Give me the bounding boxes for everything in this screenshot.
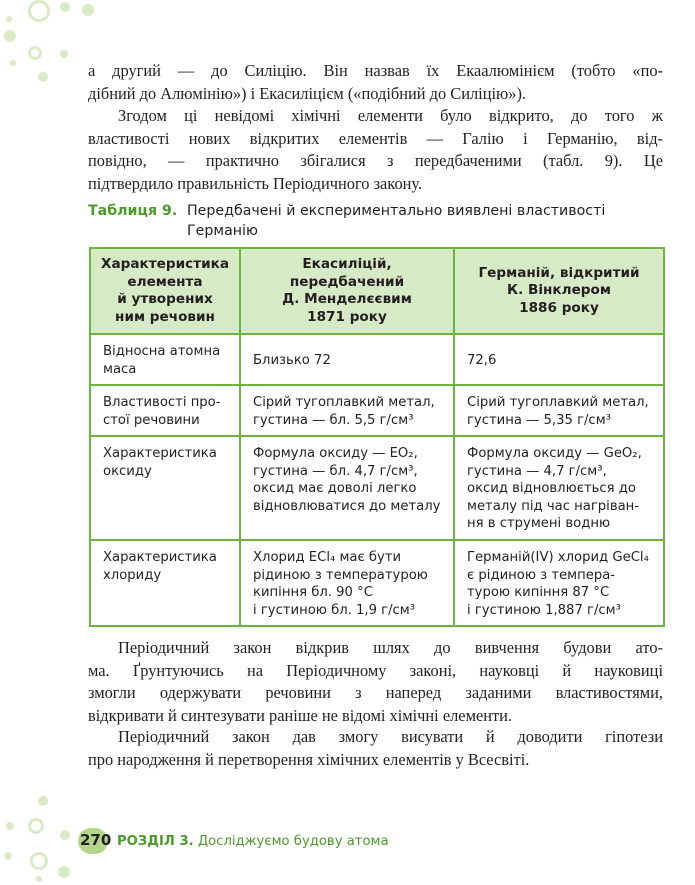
header-line: елемента	[127, 273, 203, 290]
cell-line: є рідиною з темпера-	[467, 567, 616, 583]
cell-line: рідиною з температурою	[253, 567, 428, 583]
table-cell	[240, 385, 454, 436]
table-cell	[454, 385, 664, 436]
paragraph-3	[88, 637, 663, 727]
caption-line: Передбачені й експериментально виявлені властивості	[187, 203, 606, 219]
header-cell	[454, 248, 664, 334]
decor-dot	[4, 30, 16, 42]
cell-line: 72,6	[467, 352, 497, 368]
cell-line: густина — 4,7 г/см³,	[467, 463, 607, 479]
header-line: К. Вінклером	[506, 282, 611, 299]
cell-line: Відносна атомна	[103, 344, 221, 359]
cell-line: металу під час нагріван-	[467, 498, 640, 514]
page-number: 270	[80, 831, 112, 849]
cell-line: ня в струмені водню	[467, 516, 611, 531]
decor-dot	[30, 852, 48, 870]
text-line: відкривати й синтезувати раніше не відомі хімічні елементи.	[88, 705, 513, 725]
decor-dot	[36, 876, 42, 882]
decor-dot	[60, 2, 70, 12]
decor-dot	[60, 830, 70, 840]
header-line: Характеристика	[101, 256, 229, 272]
text-line: а другий — до Силіцію. Він назвав їх Екаалюмінієм (тобто «по-	[88, 61, 663, 80]
cell-line: густина — бл. 5,5 г/см³	[253, 412, 414, 428]
table-cell	[454, 540, 664, 626]
header-line: Германій, відкритий	[478, 264, 640, 281]
cell-line: Германій(IV) хлорид GeCl₄	[467, 550, 649, 565]
decor-dot	[28, 46, 42, 60]
table-caption-label: Таблиця 9.	[88, 203, 178, 219]
header-cell	[90, 248, 240, 334]
text-line: властивості нових відкритих елементів — Галію і Германію, від-	[88, 128, 663, 148]
table-cell	[240, 334, 454, 385]
cell-line: Формула оксиду — GeO₂,	[467, 446, 642, 461]
text-line: ма. Ґрунтуючись на Періодичному законі, науковці й науковиці	[88, 660, 663, 680]
decor-dot	[58, 866, 70, 878]
table-cell	[240, 540, 454, 626]
paragraph-4	[88, 726, 663, 771]
decor-dot	[38, 796, 48, 806]
table-cell	[90, 385, 240, 436]
table-caption-text	[187, 201, 657, 241]
cell-line: оксид має доволі легко	[253, 481, 417, 496]
cell-line: стої речовини	[103, 412, 200, 428]
text-line: дібний до Алюмінію») і Екасиліцієм («подібний до Силіцію»).	[88, 83, 527, 103]
header-line: 1886 року	[519, 299, 599, 316]
cell-line: оксиду	[103, 463, 152, 479]
table-cell	[90, 540, 240, 626]
cell-line: Сірий тугоплавкий метал,	[253, 395, 435, 410]
cell-line: турою кипіння 87 °С	[467, 585, 610, 600]
cell-line: відновлюватися до металу	[253, 498, 441, 514]
cell-line: оксид відновлюється до	[467, 481, 636, 496]
decor-dot	[4, 852, 12, 860]
paragraph-2	[88, 105, 663, 195]
header-cell	[240, 248, 454, 334]
text-line: про народження й перетворення хімічних елементів у Всесвіті.	[88, 749, 530, 769]
decor-dot	[10, 60, 16, 66]
section-heading	[117, 834, 389, 849]
table-cell	[240, 436, 454, 540]
text-line: Згодом ці невідомі хімічні елементи було відкрито, до того ж	[118, 106, 663, 125]
cell-line: Близько 72	[253, 352, 331, 368]
text-line: підтвердило правильність Періодичного закону.	[88, 173, 423, 193]
cell-line: Сірий тугоплавкий метал,	[467, 395, 649, 410]
decor-dot	[28, 0, 50, 22]
cell-line: густина — бл. 4,7 г/см³,	[253, 463, 418, 479]
decor-dot	[6, 822, 14, 830]
text-line: змогли одержувати речовини з наперед заданими властивостями,	[88, 683, 663, 702]
decor-dot	[38, 72, 48, 82]
header-line: Д. Менделєєвим	[282, 291, 412, 307]
cell-line: густина — 5,35 г/см³	[467, 412, 611, 428]
table-row	[90, 540, 664, 626]
section-label: РОЗДІЛ 3.	[117, 834, 194, 849]
cell-line: Характеристика	[103, 550, 217, 565]
cell-line: хлориду	[103, 567, 162, 583]
table-row	[90, 436, 664, 540]
caption-line: Германію	[187, 223, 258, 239]
paragraph-1	[88, 60, 663, 105]
header-line: 1871 року	[307, 308, 387, 325]
cell-line: і густиною 1,887 г/см³	[467, 602, 621, 618]
cell-line: і густиною бл. 1,9 г/см³	[253, 602, 416, 618]
header-line: й утворених	[117, 291, 213, 307]
text-line: Періодичний закон дав змогу висувати й доводити гіпотези	[118, 727, 663, 746]
table-row	[90, 334, 664, 385]
header-line: передбачений	[289, 273, 405, 290]
header-line: Екасиліцій,	[302, 256, 392, 272]
properties-table	[89, 247, 665, 627]
text-line: повідно, — практично збігалися з передбаченими (табл. 9). Це	[88, 151, 663, 170]
cell-line: Характеристика	[103, 446, 217, 461]
cell-line: Формула оксиду — EO₂,	[253, 446, 418, 461]
cell-line: Властивості про-	[103, 395, 221, 410]
cell-line: маса	[103, 361, 137, 377]
table-row	[90, 385, 664, 436]
decor-dot	[60, 50, 68, 58]
header-line: ним речовин	[115, 308, 215, 325]
table-cell	[90, 436, 240, 540]
table-cell	[454, 436, 664, 540]
decor-dot	[28, 818, 44, 834]
table-cell	[90, 334, 240, 385]
table-header-row	[90, 248, 664, 334]
cell-line: Хлорид ECl₄ має бути	[253, 550, 402, 565]
decor-dot	[82, 4, 94, 16]
cell-line: кипіння бл. 90 °С	[253, 585, 373, 600]
text-line: Періодичний закон відкрив шлях до вивчення будови ато-	[118, 638, 663, 657]
table-cell	[454, 334, 664, 385]
section-title: Досліджуємо будову атома	[197, 834, 389, 849]
decor-dot	[6, 16, 12, 22]
